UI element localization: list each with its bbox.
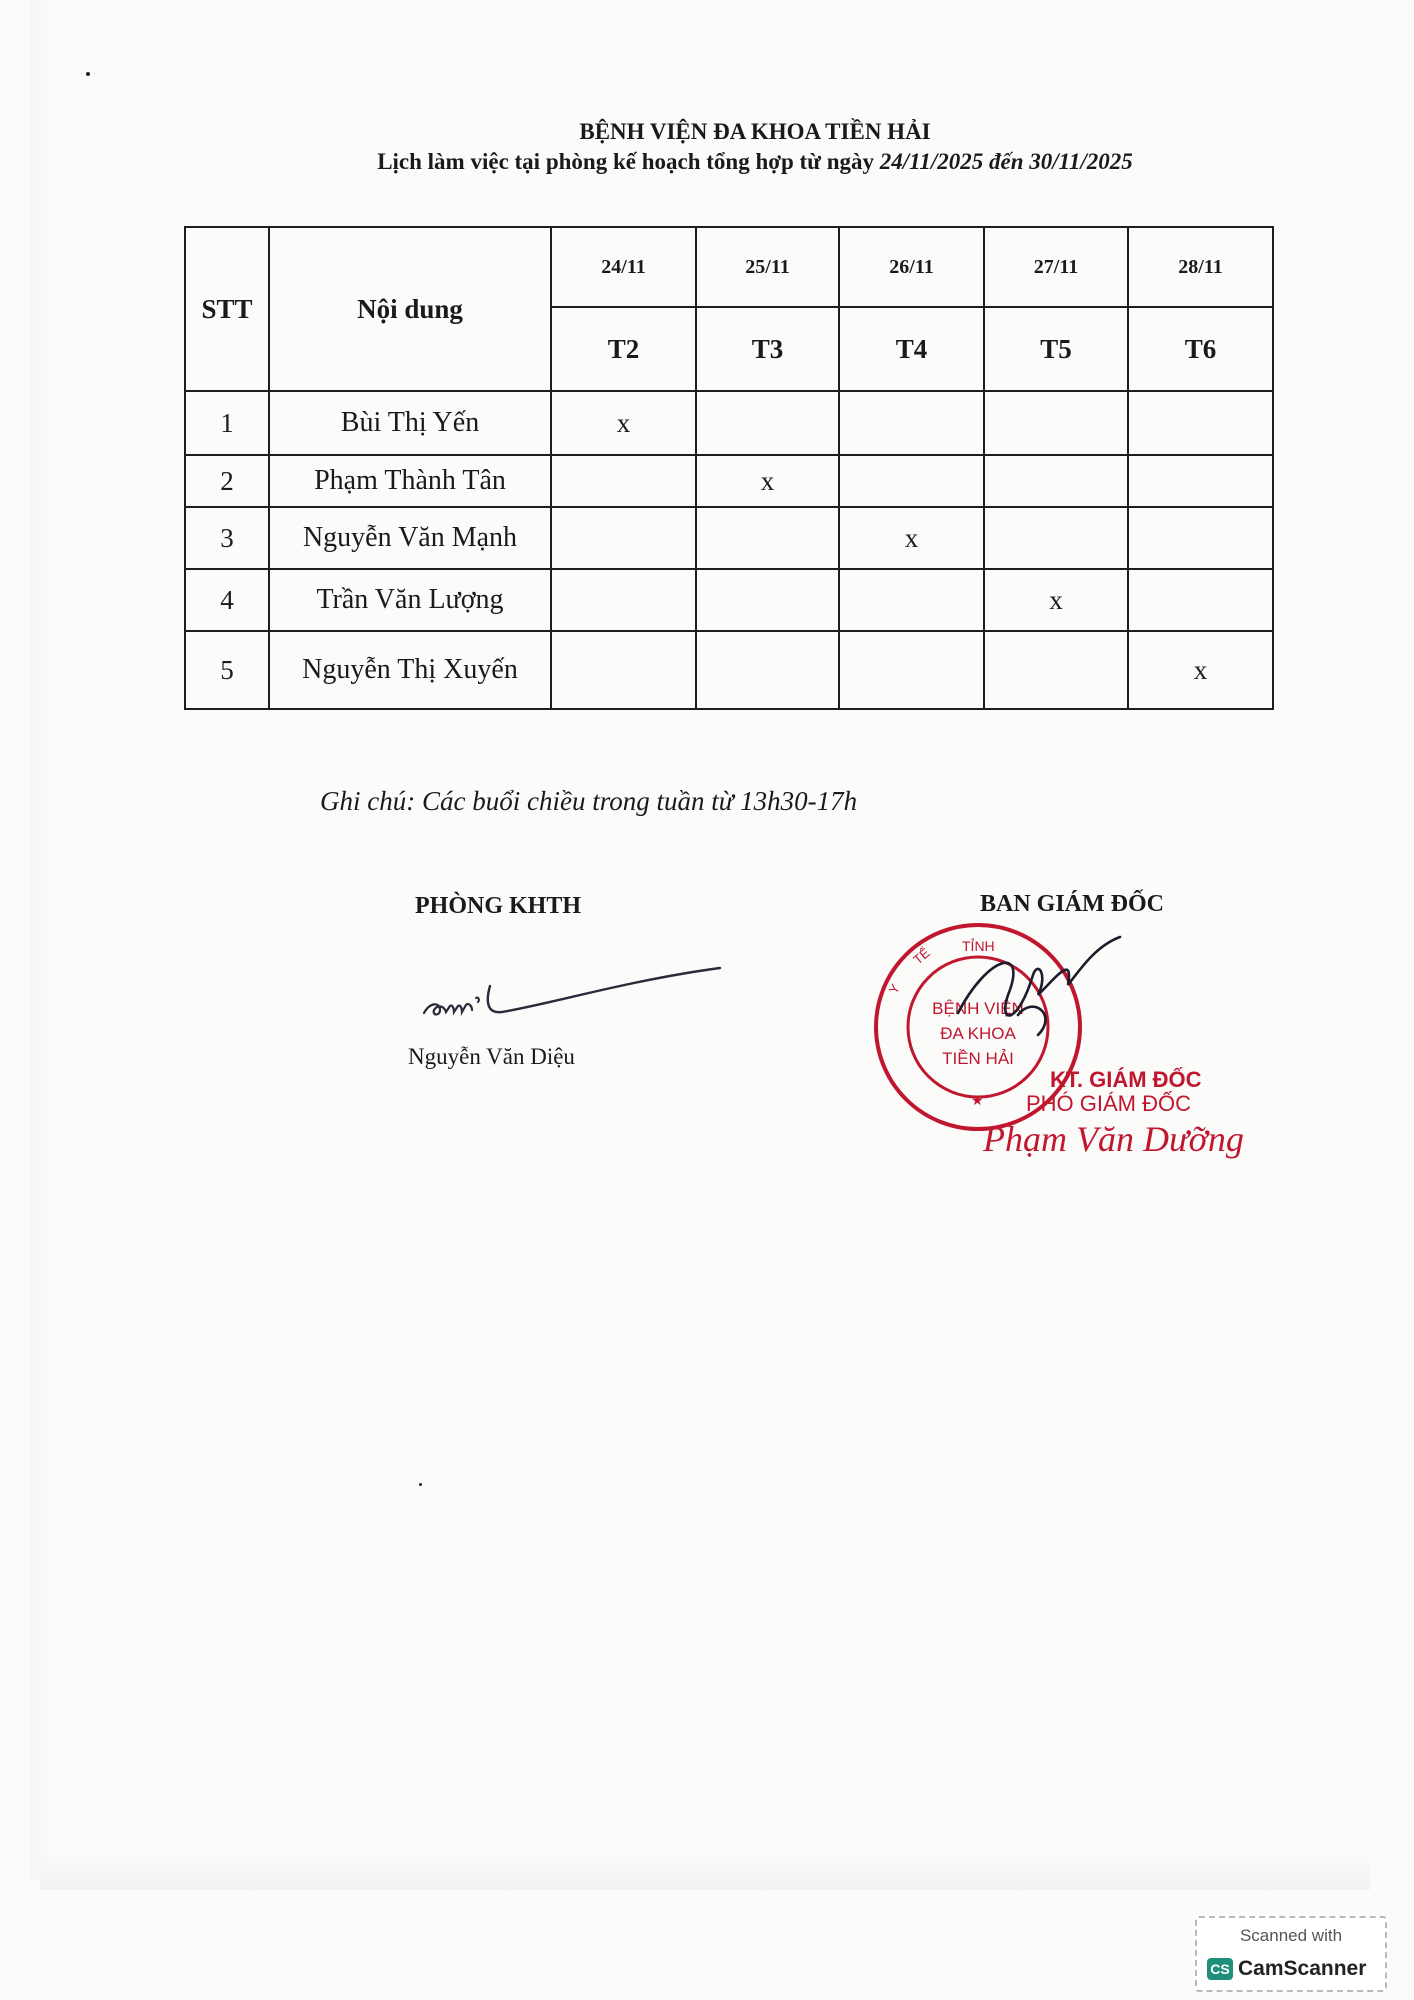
row-name: Nguyễn Thị Xuyến: [269, 631, 551, 709]
speck-dot: [86, 72, 90, 76]
row-mark: [551, 507, 696, 569]
row-stt: 4: [185, 569, 269, 631]
schedule-table: [184, 226, 1274, 710]
svg-text:Y: Y: [885, 981, 903, 997]
row-mark: x: [984, 569, 1128, 631]
table-row: [185, 391, 1273, 455]
table-row: [185, 569, 1273, 631]
note-text: Ghi chú: Các buổi chiều trong tuần từ 13h30-17h: [320, 786, 858, 816]
row-mark: [1128, 391, 1273, 455]
row-mark: x: [551, 391, 696, 455]
scanned-with-label: Scanned with: [1239, 1926, 1343, 1945]
header-day: T6: [1128, 307, 1273, 391]
row-name: Trần Văn Lượng: [269, 569, 551, 631]
schedule-subtitle: [250, 149, 1260, 175]
header-date: 27/11: [984, 227, 1128, 307]
table-row: [185, 631, 1273, 709]
handwritten-signature-left: [410, 950, 730, 1035]
header-date: 24/11: [551, 227, 696, 307]
row-name: Bùi Thị Yến: [269, 391, 551, 455]
row-stt: 3: [185, 507, 269, 569]
subtitle-prefix: Lịch làm việc tại phòng kế hoạch tổng hợp từ ngày: [377, 149, 880, 174]
row-mark: [984, 631, 1128, 709]
table-row: [185, 507, 1273, 569]
svg-text:TỈNH: TỈNH: [962, 938, 995, 954]
row-mark: x: [1128, 631, 1273, 709]
page-edge-shadow: [30, 0, 48, 1880]
svg-text:ĐA KHOA: ĐA KHOA: [940, 1024, 1016, 1043]
header-content: Nội dung: [269, 227, 551, 391]
department-title: PHÒNG KHTH: [415, 893, 582, 919]
department-signer-name: Nguyễn Văn Diệu: [408, 1044, 575, 1069]
row-mark: [839, 569, 984, 631]
table-row: [185, 455, 1273, 507]
svg-text:PHÓ GIÁM ĐỐC: PHÓ GIÁM ĐỐC: [1026, 1091, 1192, 1116]
header-date: 26/11: [839, 227, 984, 307]
camscanner-name: CamScanner: [1238, 1957, 1367, 1980]
svg-text:BỆNH VIỆN: BỆNH VIỆN: [932, 999, 1024, 1018]
header-day: T5: [984, 307, 1128, 391]
svg-text:Phạm Văn Dưỡng: Phạm Văn Dưỡng: [983, 1119, 1244, 1159]
header-day: T3: [696, 307, 839, 391]
svg-text:KT. GIÁM ĐỐC: KT. GIÁM ĐỐC: [1050, 1067, 1202, 1092]
header-date: 28/11: [1128, 227, 1273, 307]
hospital-name: BỆNH VIỆN ĐA KHOA TIỀN HẢI: [579, 119, 931, 144]
row-mark: [984, 455, 1128, 507]
row-mark: [839, 631, 984, 709]
row-mark: x: [696, 455, 839, 507]
row-mark: [839, 391, 984, 455]
row-mark: [551, 455, 696, 507]
camscanner-badge: [1195, 1916, 1387, 1992]
header-date: 25/11: [696, 227, 839, 307]
row-mark: x: [839, 507, 984, 569]
row-stt: 1: [185, 391, 269, 455]
subtitle-dates: 24/11/2025 đến 30/11/2025: [879, 149, 1133, 174]
row-mark: [696, 507, 839, 569]
svg-text:TIỀN HẢI: TIỀN HẢI: [942, 1049, 1014, 1068]
svg-text:★: ★: [971, 1093, 984, 1109]
header-day: T4: [839, 307, 984, 391]
row-mark: [984, 507, 1128, 569]
svg-text:TẾ: TẾ: [910, 945, 933, 968]
row-mark: [551, 631, 696, 709]
row-stt: 5: [185, 631, 269, 709]
row-mark: [696, 569, 839, 631]
official-stamp-and-signature: [858, 915, 1288, 1210]
row-mark: [551, 569, 696, 631]
row-stt: 2: [185, 455, 269, 507]
row-name: Phạm Thành Tân: [269, 455, 551, 507]
header-day: T2: [551, 307, 696, 391]
row-mark: [1128, 455, 1273, 507]
camscanner-logo-icon: CS: [1207, 1958, 1233, 1980]
row-mark: [1128, 507, 1273, 569]
speck-dot: [419, 1483, 422, 1486]
header-stt: STT: [185, 227, 269, 391]
row-mark: [839, 455, 984, 507]
page-bottom-shadow: [40, 1850, 1370, 1890]
director-board-title: BAN GIÁM ĐỐC: [980, 891, 1164, 917]
row-mark: [1128, 569, 1273, 631]
row-name: Nguyễn Văn Mạnh: [269, 507, 551, 569]
row-mark: [696, 391, 839, 455]
row-mark: [696, 631, 839, 709]
row-mark: [984, 391, 1128, 455]
